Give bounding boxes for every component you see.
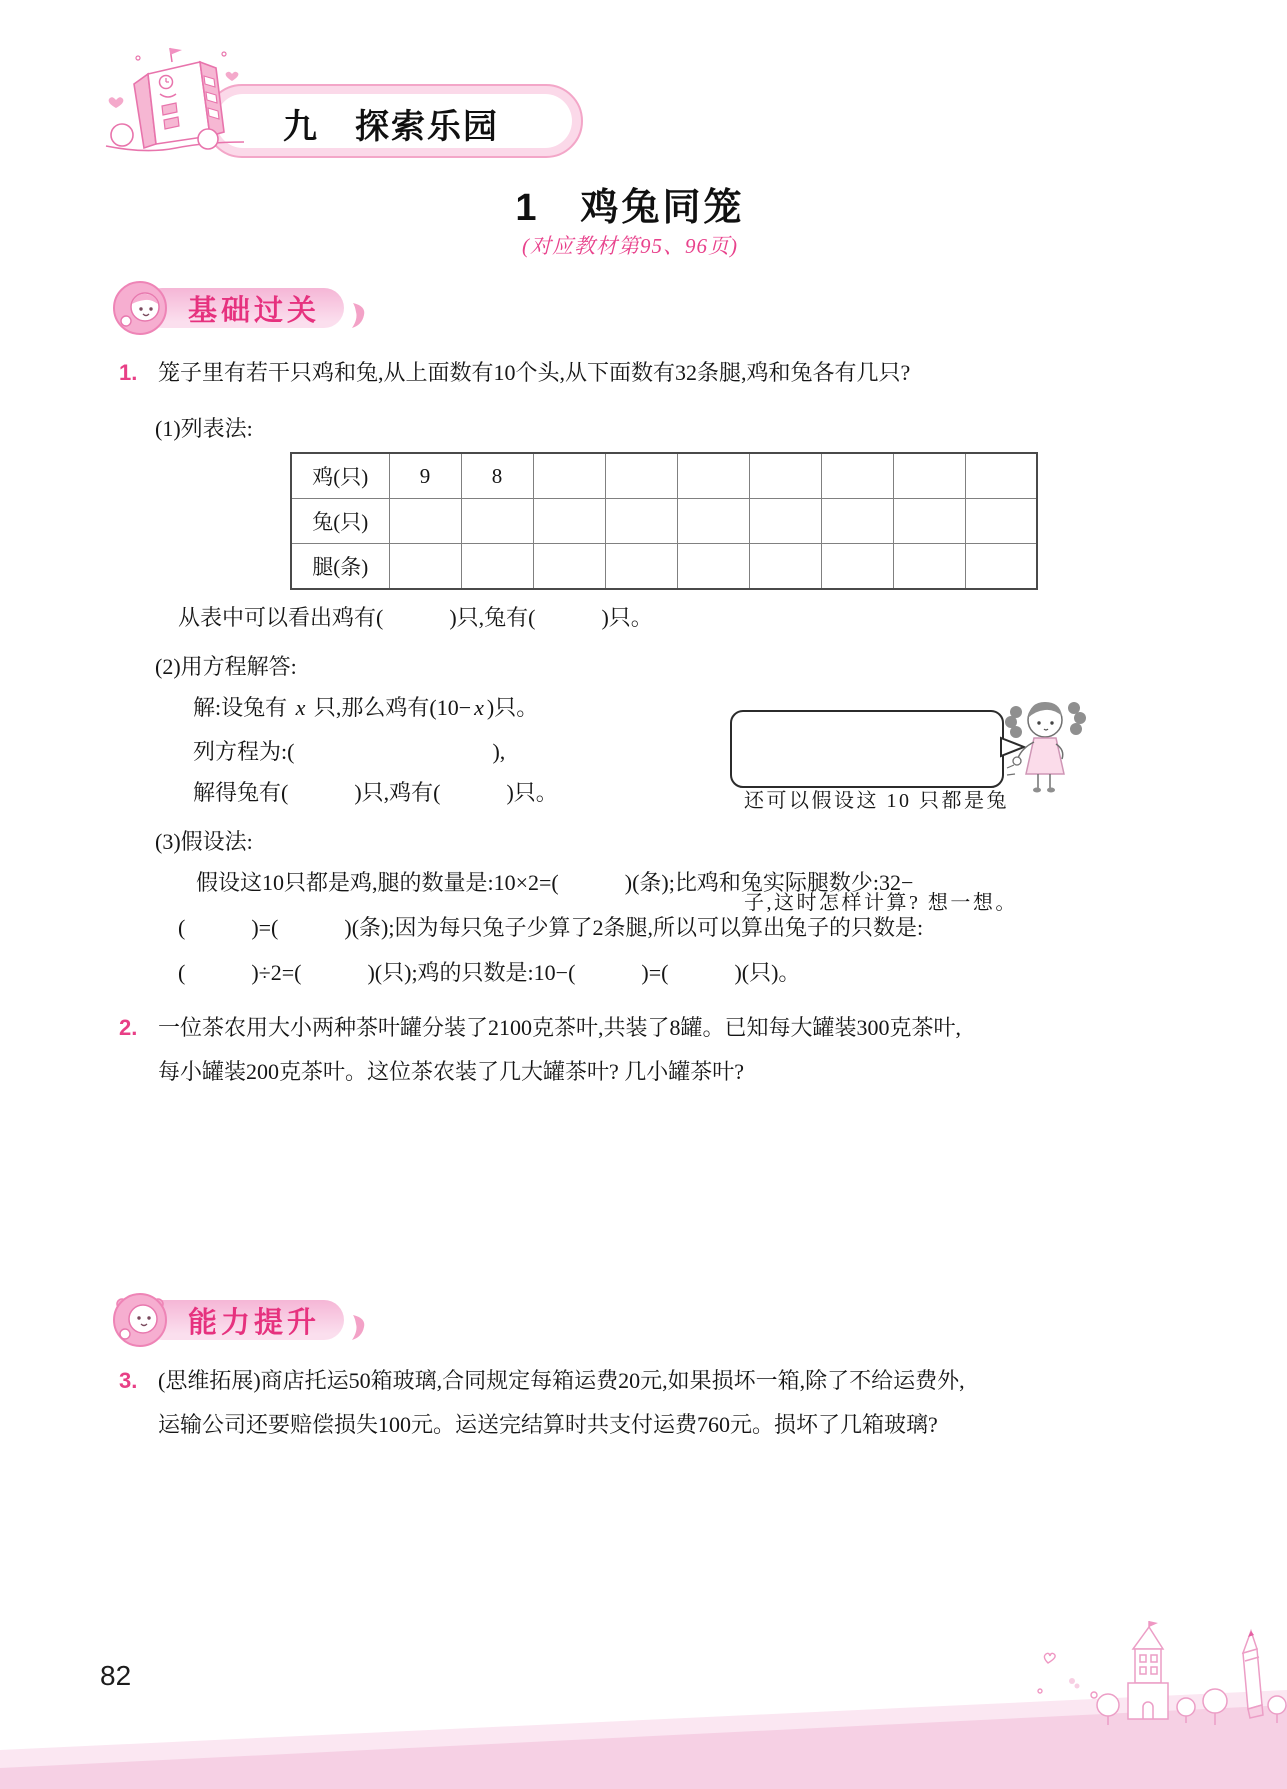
problem3-number: 3.	[119, 1368, 138, 1393]
girl-face-icon	[112, 280, 168, 336]
table-cell	[605, 499, 677, 544]
table-cell: 9	[389, 453, 461, 499]
table-header-cell: 腿(条)	[291, 544, 389, 590]
solution-mid: 只,那么鸡有(10−	[308, 695, 472, 720]
page-title: 1 鸡兔同笼	[515, 187, 745, 229]
table-cell: 8	[461, 453, 533, 499]
table-cell	[749, 499, 821, 544]
section-advanced-label: 能力提升	[188, 1306, 321, 1339]
table-cell	[533, 499, 605, 544]
problem2-line2: 每小罐装200克茶叶。这位茶农装了几大罐茶叶? 几小罐茶叶?	[158, 1059, 745, 1084]
section-basic-bar	[142, 288, 344, 328]
part2-label: (2)用方程解答:	[155, 654, 297, 679]
table-cell	[965, 499, 1037, 544]
solution-pre: 解:设兔有	[193, 695, 293, 720]
page-number: 82	[100, 1660, 132, 1691]
table-cell	[533, 453, 605, 499]
table-cell	[965, 453, 1037, 499]
school-building-icon	[104, 42, 246, 156]
problem1-number: 1.	[119, 360, 138, 385]
table-cell	[677, 499, 749, 544]
section-advanced-badge	[112, 1292, 368, 1348]
section-basic-label: 基础过关	[188, 294, 321, 327]
problem2-number: 2.	[119, 1015, 138, 1040]
table-cell	[749, 453, 821, 499]
table-cell	[749, 544, 821, 590]
flower-heart-icons	[1038, 1653, 1097, 1698]
problem3-line2: 运输公司还要赔偿损失100元。运送完结算时共支付运费760元。损坏了几箱玻璃?	[158, 1412, 938, 1437]
table-header-cell: 鸡(只)	[291, 453, 389, 499]
table-header-cell: 兔(只)	[291, 499, 389, 544]
part3-line1: 假设这10只都是鸡,腿的数量是:10×2=( )(条);比鸡和兔实际腿数少:32−	[196, 870, 914, 895]
part2-solution-line	[193, 693, 538, 723]
list-method-table	[290, 452, 1038, 590]
problem3-line1: (思维拓展)商店托运50箱玻璃,合同规定每箱运费20元,如果损坏一箱,除了不给运费外,	[158, 1368, 965, 1393]
castle-icon	[1097, 1621, 1227, 1725]
table-conclusion: 从表中可以看出鸡有( )只,兔有( )只。	[178, 605, 653, 630]
part3-label: (3)假设法:	[155, 829, 253, 854]
part3-line3: ( )÷2=( )(只);鸡的只数是:10−( )=( )(只)。	[178, 960, 801, 985]
problem1-text: 笼子里有若干只鸡和兔,从上面数有10个头,从下面数有32条腿,鸡和兔各有几只?	[158, 360, 911, 385]
table-cell	[461, 499, 533, 544]
table-cell	[677, 544, 749, 590]
table-cell	[677, 453, 749, 499]
section-advanced-bar	[142, 1300, 344, 1340]
section-basic-badge	[112, 280, 368, 336]
table-cell	[605, 544, 677, 590]
table-cell	[821, 499, 893, 544]
animal-face-icon	[112, 1292, 168, 1348]
badge-tail-icon	[350, 1312, 368, 1342]
table-cell	[533, 544, 605, 590]
bubble-line2: 子,这时怎样计算? 想一想。	[744, 892, 1018, 914]
badge-tail-icon	[350, 300, 368, 330]
table-cell	[893, 453, 965, 499]
table-cell	[605, 453, 677, 499]
table-cell	[389, 499, 461, 544]
part1-label: (1)列表法:	[155, 416, 253, 441]
table-row	[291, 544, 1037, 590]
girl-illustration-icon	[1004, 692, 1088, 802]
hint-speech-bubble	[730, 710, 1018, 914]
table-row	[291, 453, 1037, 499]
table-cell	[461, 544, 533, 590]
table-cell	[893, 544, 965, 590]
table-cell	[389, 544, 461, 590]
footer-decoration-band	[0, 1619, 1287, 1789]
table-cell	[821, 544, 893, 590]
variable-x: x	[295, 695, 306, 720]
result-line: 解得兔有( )只,鸡有( )只。	[193, 780, 558, 805]
solution-post: )只。	[486, 695, 539, 720]
page-subtitle: (对应教材第95、96页)	[522, 234, 738, 258]
problem2-line1: 一位茶农用大小两种茶叶罐分装了2100克茶叶,共装了8罐。已知每大罐装300克茶叶,	[158, 1015, 962, 1040]
table-cell	[893, 499, 965, 544]
equation-line: 列方程为:( ),	[193, 739, 506, 764]
variable-x: x	[474, 695, 484, 720]
part3-line2: ( )=( )(条);因为每只兔子少算了2条腿,所以可以算出兔子的只数是:	[178, 915, 924, 940]
chapter-title: 九 探索乐园	[283, 108, 499, 146]
table-cell	[821, 453, 893, 499]
bubble-line1: 还可以假设这 10 只都是兔	[744, 790, 1009, 812]
table-row	[291, 499, 1037, 544]
table-cell	[965, 544, 1037, 590]
